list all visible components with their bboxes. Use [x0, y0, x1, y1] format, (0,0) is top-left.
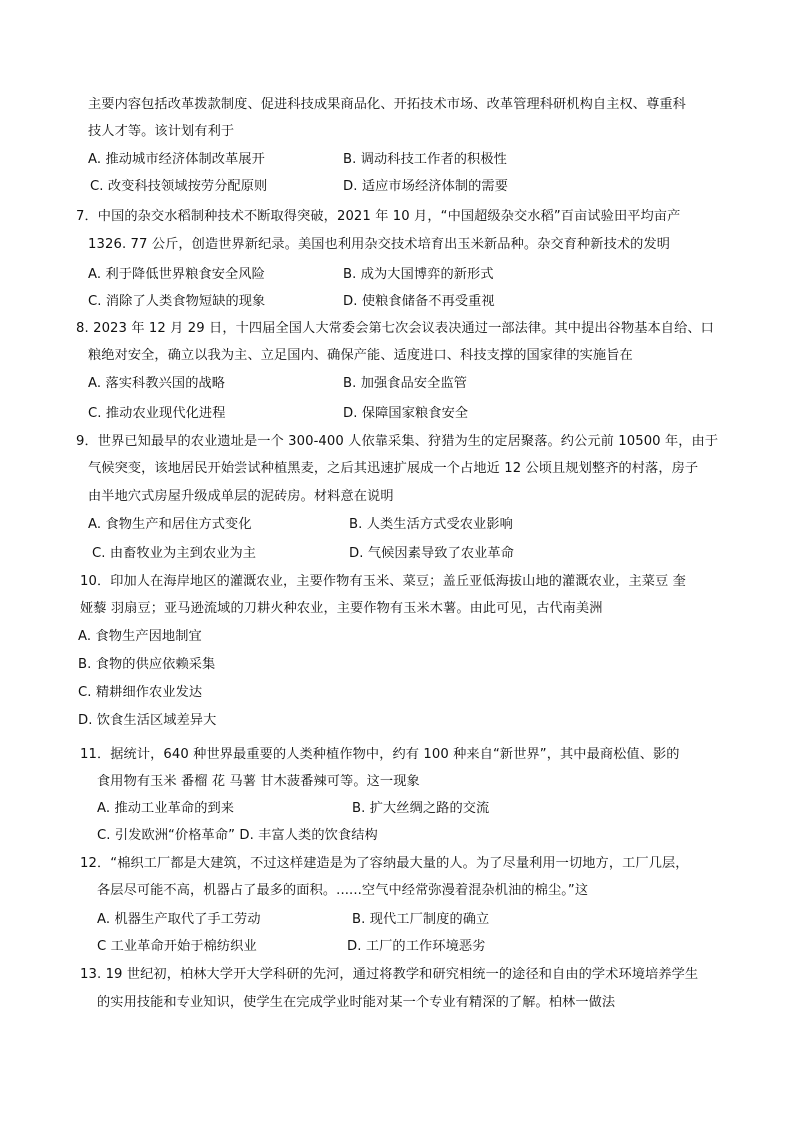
q13-stem-1: 13. 19 世纪初，柏林大学开大学科研的先河，通过将教学和研究相统一的途径和自由的学术环境培养学生: [80, 967, 699, 982]
q12-option-c: C 工业革命开始于棉纺织业: [97, 939, 257, 954]
q8-option-c: C. 推动农业现代化进程: [88, 406, 226, 421]
q6-option-a: A. 推动城市经济体制改革展开: [88, 152, 265, 167]
q10-stem-2: 娅藜 羽扇豆；亚马逊流域的刀耕火种农业，主要作物有玉米木薯。由此可见，古代南美洲: [80, 601, 603, 616]
q8-option-d: D. 保障国家粮食安全: [343, 406, 469, 421]
q6-option-c: C. 改变科技领域按劳分配原则: [90, 179, 268, 194]
q7-stem-1: 7．中国的杂交水稻制种技术不断取得突破，2021 年 10 月，“中国超级杂交水稻”百亩试验田平均亩产: [76, 209, 681, 224]
q6-option-d: D. 适应市场经济体制的需要: [343, 179, 508, 194]
q9-stem-2: 气候突变，该地居民开始尝试种植黑麦，之后其迅速扩展成一个占地近 12 公顷且规划整齐的村落，房子: [88, 461, 699, 476]
q10-option-b: B. 食物的供应依赖采集: [78, 657, 216, 672]
q7-option-d: D. 使粮食储备不再受重视: [343, 294, 495, 309]
q13-stem-2: 的实用技能和专业知识，使学生在完成学业时能对某一个专业有精深的了解。柏林一做法: [97, 995, 616, 1010]
q6-stem-cont-1: 主要内容包括改革拨款制度、促进科技成果商品化、开拓技术市场、改革管理科研机构自主权、尊重科: [88, 97, 686, 112]
q7-option-a: A. 利于降低世界粮食安全风险: [88, 267, 265, 282]
q8-stem-1: 8. 2023 年 12 月 29 日，十四届全国人大常委会第七次会议表决通过一部法律。其中提出谷物基本自给、口: [76, 321, 714, 336]
q10-option-a: A. 食物生产因地制宜: [78, 629, 202, 644]
q9-option-d: D. 气候因素导致了农业革命: [349, 546, 514, 561]
q9-option-b: B. 人类生活方式受农业影响: [349, 517, 513, 532]
q9-option-c: C. 由畜牧业为主到农业为主: [92, 546, 257, 561]
q6-stem-cont-2: 技人才等。该计划有利于: [88, 124, 235, 139]
q7-stem-2: 1326. 77 公斤，创造世界新纪录。美国也利用杂交技术培育出玉米新品种。杂交育种新技术的发明: [88, 237, 671, 252]
q8-stem-2: 粮绝对安全，确立以我为主、立足国内、确保产能、适度进口、科技支撑的国家律的实施旨在: [88, 348, 633, 363]
q10-option-c: C. 精耕细作农业发达: [78, 685, 203, 700]
q11-option-b: B. 扩大丝绸之路的交流: [352, 801, 490, 816]
q9-stem-3: 由半地穴式房屋升级成单层的泥砖房。材料意在说明: [88, 489, 394, 504]
q12-stem-1: 12．“棉织工厂都是大建筑，不过这样建造是为了容纳最大量的人。为了尽量利用一切地方，工厂几层，: [80, 856, 689, 871]
q8-option-a: A. 落实科教兴国的战略: [88, 376, 226, 391]
q9-option-a: A. 食物生产和居住方式变化: [88, 517, 252, 532]
q10-option-d: D. 饮食生活区域差异大: [78, 713, 217, 728]
q8-option-b: B. 加强食品安全监管: [343, 376, 468, 391]
q12-option-d: D. 工厂的工作环境恶劣: [347, 939, 486, 954]
q7-option-b: B. 成为大国博弈的新形式: [343, 267, 494, 282]
q7-option-c: C. 消除了人类食物短缺的现象: [88, 294, 266, 309]
q10-stem-1: 10．印加人在海岸地区的灌溉农业，主要作物有玉米、菜豆；盖丘亚低海拔山地的灌溉农业，主菜豆 奎: [80, 574, 686, 589]
q11-stem-2: 食用物有玉米 番榴 花 马薯 甘木菠番辣可等。这一现象: [97, 774, 420, 789]
q12-option-a: A. 机器生产取代了手工劳动: [97, 912, 261, 927]
q12-stem-2: 各层尽可能不高，机器占了最多的面积。......空气中经常弥漫着混杂机油的棉尘。”这: [97, 883, 589, 898]
q11-option-c-d: C. 引发欧洲“价格革命” D. 丰富人类的饮食结构: [97, 828, 378, 843]
q11-option-a: A. 推动工业革命的到来: [97, 801, 235, 816]
q11-stem-1: 11．据统计，640 种世界最重要的人类种植作物中，约有 100 种来自“新世界”，其中最商松值、影的: [80, 747, 680, 762]
q6-option-b: B. 调动科技工作者的积极性: [343, 152, 507, 167]
q9-stem-1: 9．世界已知最早的农业遗址是一个 300-400 人依靠采集、狩猎为生的定居聚落。约公元前 10500 年，由于: [76, 434, 719, 449]
q12-option-b: B. 现代工厂制度的确立: [352, 912, 490, 927]
